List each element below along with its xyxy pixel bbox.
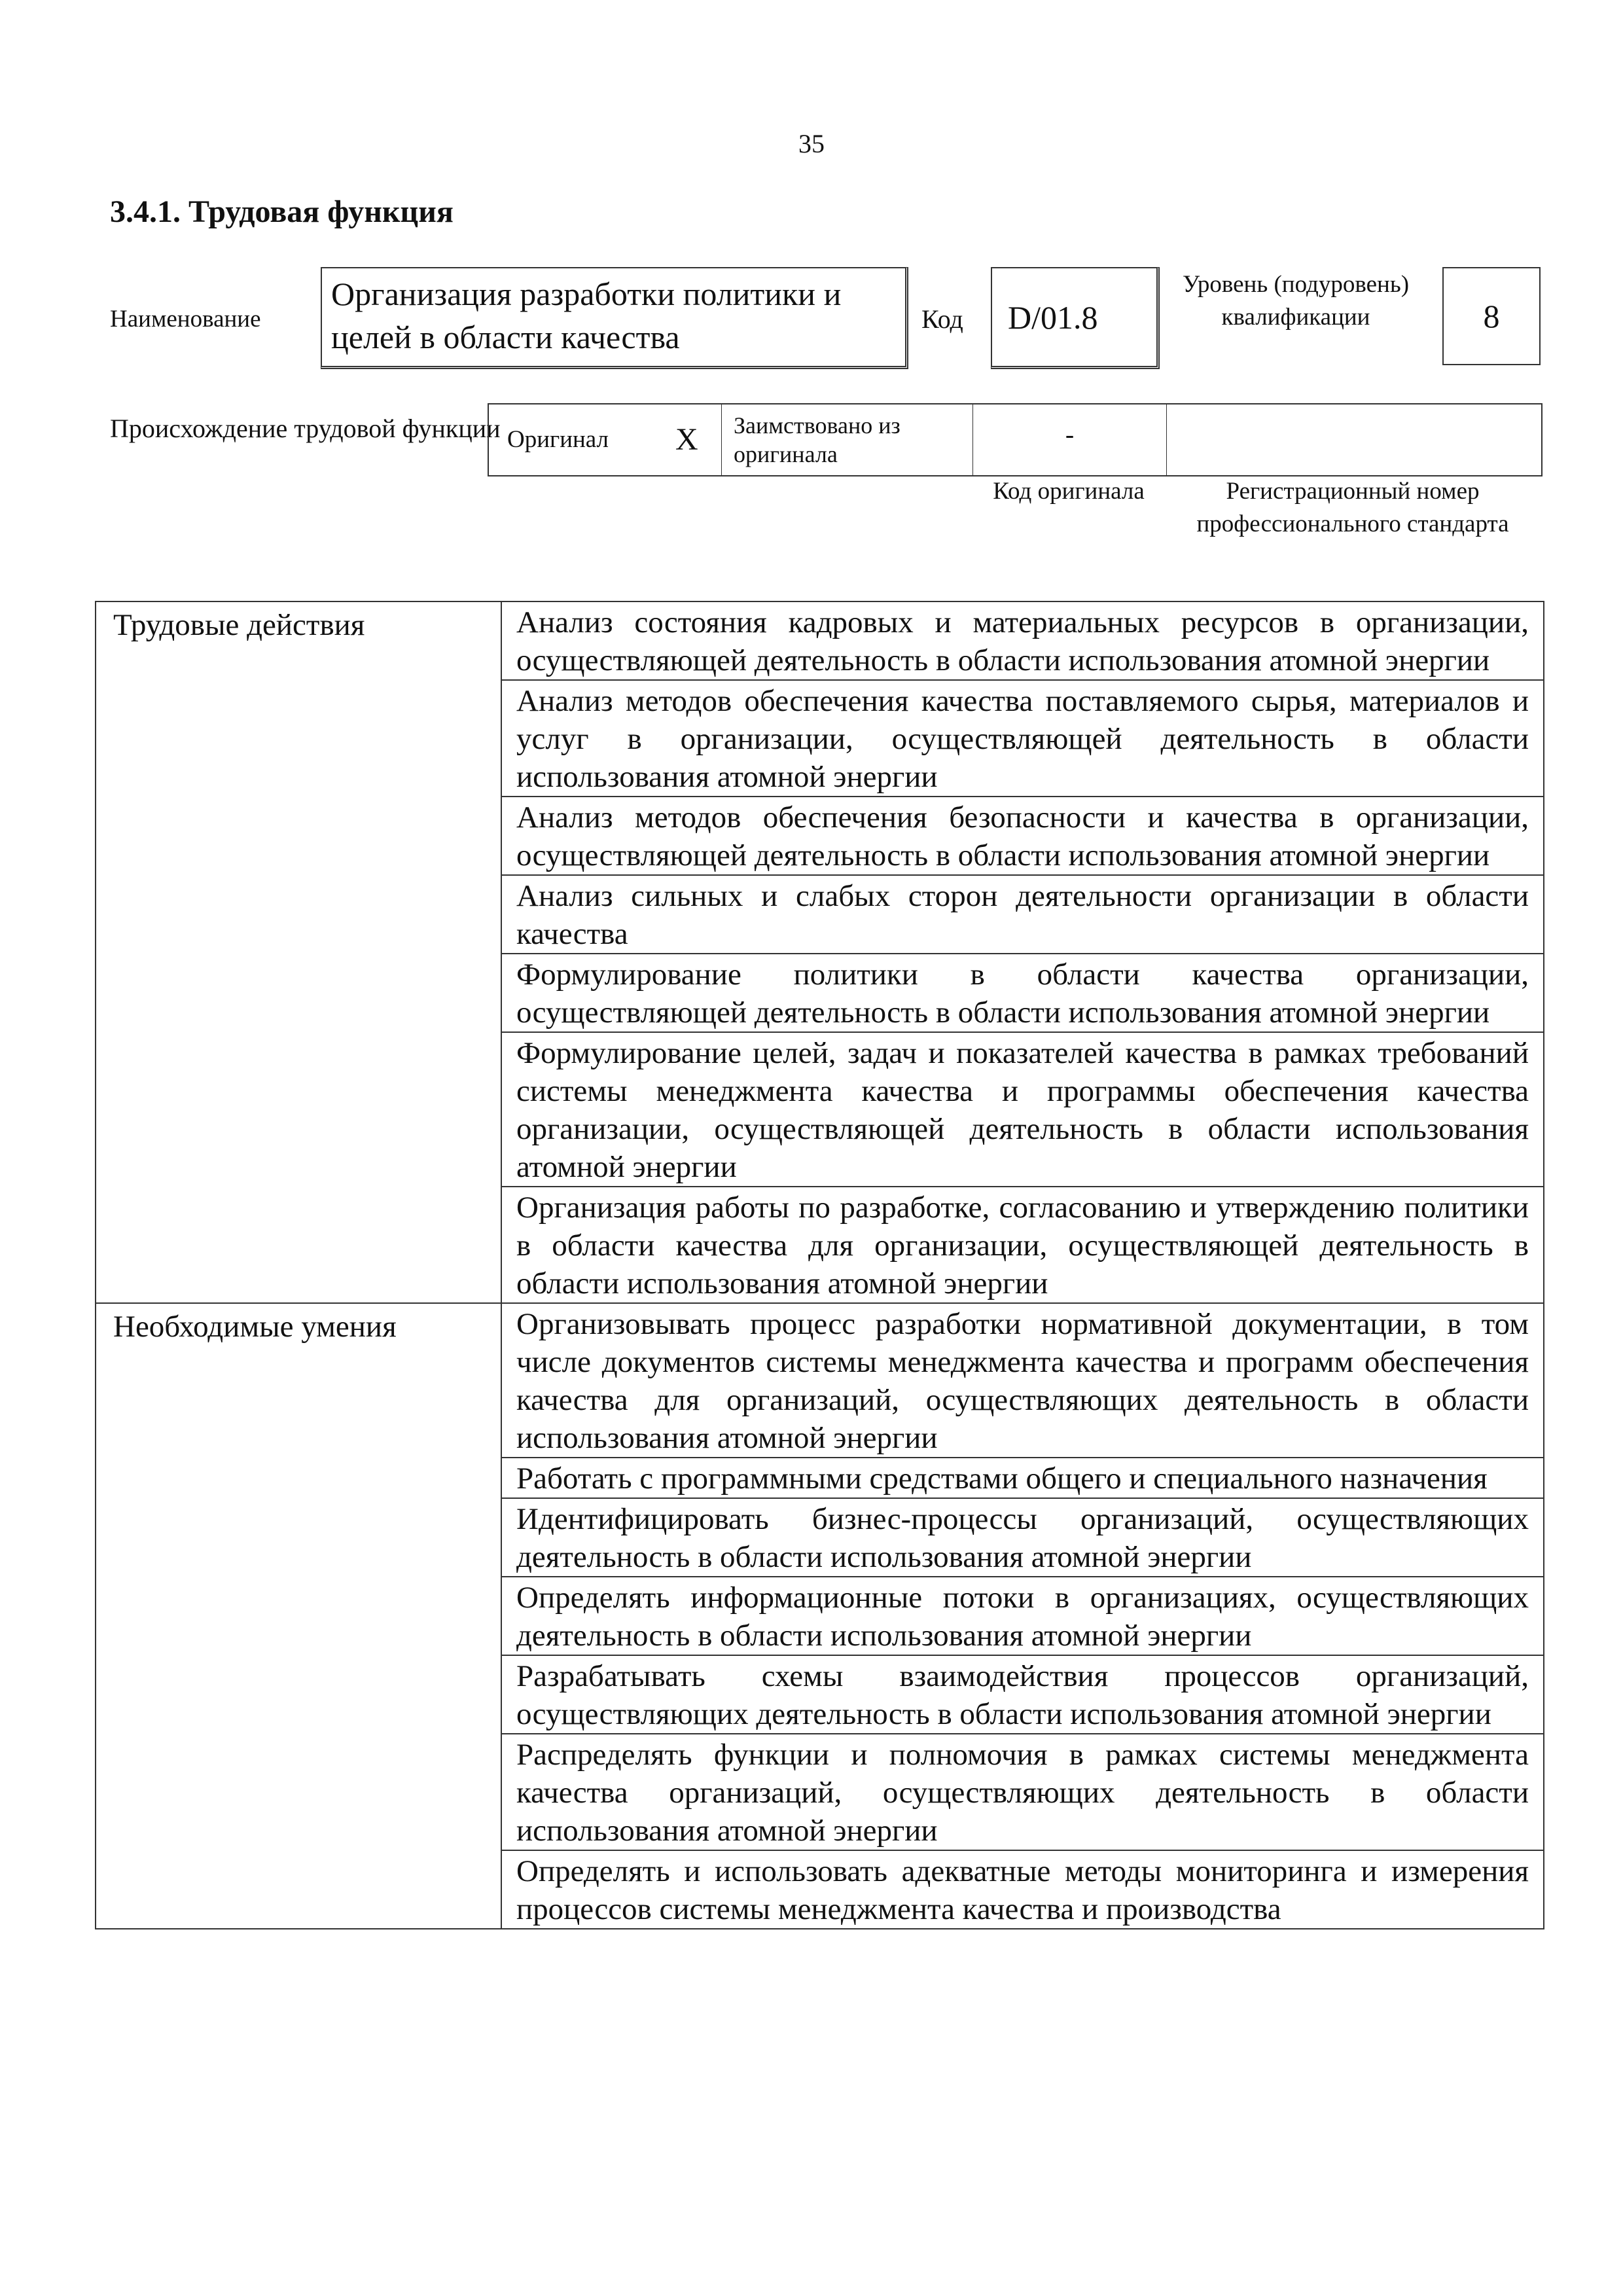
origin-original-label: Оригинал bbox=[507, 426, 609, 453]
table-cell-action: Анализ сильных и слабых сторон деятельности организации в области качества bbox=[501, 875, 1544, 954]
origin-original-mark: X bbox=[675, 422, 698, 457]
table-cell-skill: Определять информационные потоки в организациях, осуществляющих деятельность в области использования атомной энергии bbox=[501, 1577, 1544, 1655]
table-cell-skill: Распределять функции и полномочия в рамках системы менеджмента качества организаций, осуществляющих деятельность в области использования атомной энергии bbox=[501, 1734, 1544, 1850]
origin-borrowed-label: Заимствовано из оригинала bbox=[734, 412, 901, 467]
origin-strip bbox=[488, 403, 1543, 476]
origin-code-caption: Код оригинала bbox=[993, 478, 1145, 505]
origin-borrowed-cell bbox=[722, 404, 973, 475]
origin-original-cell bbox=[489, 404, 722, 475]
origin-reg-caption: Регистрационный номер профессионального стандарта bbox=[1196, 478, 1509, 537]
name-value: Организация разработки политики и целей в области качества bbox=[321, 267, 908, 369]
table-row bbox=[96, 601, 1544, 680]
table-cell-action: Организация работы по разработке, согласованию и утверждению политики в области качества для организации, осуществляющей деятельность в области использования атомной энергии bbox=[501, 1187, 1544, 1303]
section-heading-skills: Необходимые умения bbox=[96, 1303, 501, 1929]
section-heading-actions: Трудовые действия bbox=[96, 601, 501, 1303]
table-cell-skill: Работать с программными средствами общего и специального назначения bbox=[501, 1458, 1544, 1498]
table-cell-action: Анализ методов обеспечения безопасности и качества в организации, осуществляющей деятельность в области использования атомной энергии bbox=[501, 797, 1544, 875]
table-cell-action: Формулирование целей, задач и показателей качества в рамках требований системы менеджмента качества и программы обеспечения качества организации, осуществляющей деятельность в области использования атомной энергии bbox=[501, 1032, 1544, 1187]
table-cell-action: Анализ методов обеспечения качества поставляемого сырья, материалов и услуг в организации, осуществляющей деятельность в области использования атомной энергии bbox=[501, 680, 1544, 797]
table-cell-action: Анализ состояния кадровых и материальных ресурсов в организации, осуществляющей деятельность в области использования атомной энергии bbox=[501, 601, 1544, 680]
level-value: 8 bbox=[1442, 267, 1541, 365]
code-label: Код bbox=[921, 304, 963, 334]
origin-code-cell bbox=[973, 404, 1167, 475]
table-cell-skill: Определять и использовать адекватные методы мониторинга и измерения процессов системы менеджмента качества и производства bbox=[501, 1850, 1544, 1929]
function-table bbox=[95, 601, 1544, 1929]
code-value: D/01.8 bbox=[991, 267, 1160, 369]
table-cell-skill: Организовывать процесс разработки нормативной документации, в том числе документов системы менеджмента качества и программ обеспечения качества для организаций, осуществляющих деятельность в области использования атомной энергии bbox=[501, 1303, 1544, 1458]
table-cell-skill: Разрабатывать схемы взаимодействия процессов организаций, осуществляющих деятельность в области использования атомной энергии bbox=[501, 1655, 1544, 1734]
origin-label: Происхождение трудовой функции bbox=[110, 414, 501, 443]
origin-reg-cell bbox=[1167, 404, 1541, 475]
table-row bbox=[96, 1303, 1544, 1458]
name-label: Наименование bbox=[110, 306, 261, 332]
table-cell-action: Формулирование политики в области качества организации, осуществляющей деятельность в области использования атомной энергии bbox=[501, 954, 1544, 1032]
table-cell-skill: Идентифицировать бизнес-процессы организаций, осуществляющих деятельность в области использования атомной энергии bbox=[501, 1498, 1544, 1577]
level-label: Уровень (подуровень) квалификации bbox=[1182, 271, 1410, 331]
origin-code-value: - bbox=[1065, 420, 1075, 449]
page-number: 35 bbox=[798, 129, 825, 158]
section-heading: 3.4.1. Трудовая функция bbox=[110, 194, 454, 229]
